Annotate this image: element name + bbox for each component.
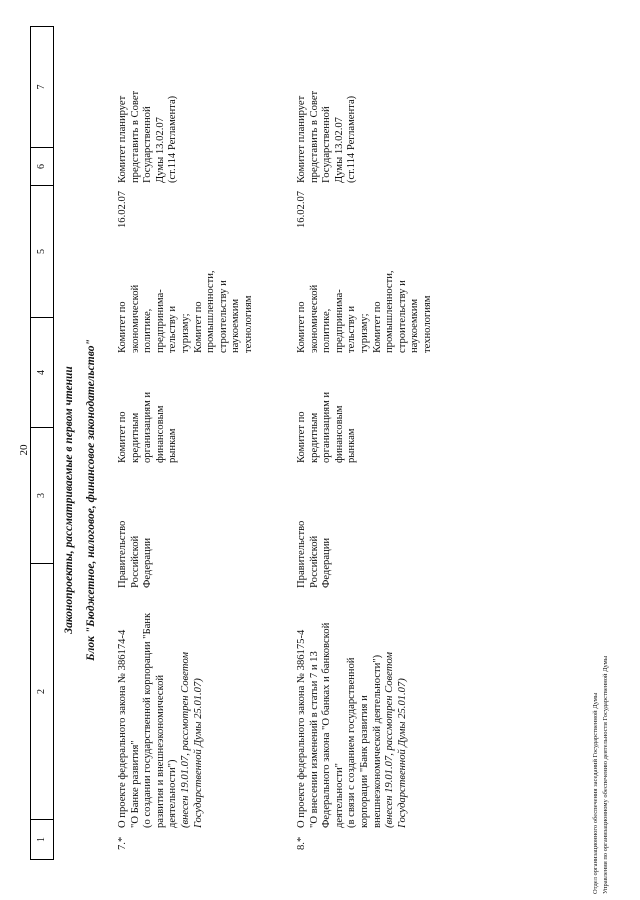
initiator-line: Правительство: [296, 520, 307, 588]
action-line: Комитет планирует: [296, 95, 307, 183]
co-committee-line: экономической: [308, 284, 320, 353]
bill-title-line: О проекте федерального закона № 386175-4: [296, 629, 307, 828]
planned-action: [296, 53, 359, 183]
date: 16.02.07: [117, 190, 128, 228]
co-committee-line: наукоемким: [230, 298, 242, 353]
initiator-line: Российской: [308, 535, 320, 588]
date: 16.02.07: [296, 190, 307, 228]
section-title: Законопроекты, рассматриваемые в первом чтении: [63, 366, 75, 634]
committee-line: финансовым: [333, 405, 345, 463]
header-col-3: 3: [31, 427, 53, 563]
planned-action: [117, 53, 180, 183]
bill-title-line: развития и внешнеэкономической: [154, 674, 166, 828]
header-col-4: 4: [31, 317, 53, 427]
bill-title: [117, 553, 205, 828]
initiator: [296, 488, 334, 588]
co-committee-line: туризму;: [179, 313, 191, 353]
co-committee-line: строительству и: [217, 280, 229, 353]
bill-title: [296, 553, 409, 828]
footer-line-2: Управления по организационному обеспечению деятельности Государственной Думы: [602, 655, 609, 894]
committee-line: Комитет по: [296, 411, 307, 463]
co-committee-line: туризму;: [358, 313, 370, 353]
action-line: Комитет планирует: [117, 95, 128, 183]
co-committees: [296, 248, 435, 353]
action-line: Думы 13.02.07: [154, 117, 166, 183]
committee-line: организациям и: [321, 391, 333, 463]
co-committee-line: технологиям: [421, 295, 433, 353]
bill-title-line: "О внесении изменений в статьи 7 и 13: [308, 651, 320, 828]
co-committee-line: Комитет по: [192, 301, 204, 353]
co-committee-line: промышленности,: [205, 270, 217, 353]
block-title: Блок "Бюджетное, налоговое, финансовое законодательство": [85, 339, 97, 661]
bill-title-line: (о создании государственной корпорации "Банк: [142, 612, 154, 828]
committee-line: кредитным: [308, 412, 320, 463]
co-committee-line: тельству и: [346, 305, 358, 353]
action-line: представить в Совет: [129, 90, 141, 183]
committee-line: финансовым: [154, 405, 166, 463]
column-header-table: [30, 26, 54, 860]
bill-note-line: Государственной Думы 25.01.07): [192, 678, 204, 828]
committee-line: Комитет по: [117, 411, 128, 463]
co-committee-line: Комитет по: [117, 301, 128, 353]
action-line: (ст.114 Регламента): [346, 95, 358, 183]
bill-title-line: О проекте федерального закона № 386174-4: [117, 629, 128, 828]
committee-line: рынкам: [346, 428, 358, 463]
bill-title-line: Федерального закона "О банках и банковской: [321, 622, 333, 828]
bill-title-line: корпорации "Банк развития и: [358, 695, 370, 828]
co-committee-line: предпринима-: [333, 289, 345, 353]
co-committees: [117, 248, 256, 353]
bill-title-line: (в связи с созданием государственной: [346, 657, 358, 828]
bill-title-line: "О Банке развития": [129, 740, 141, 828]
co-committee-line: политике,: [142, 308, 154, 353]
co-committee-line: промышленности,: [384, 270, 396, 353]
co-committee-line: Комитет по: [296, 301, 307, 353]
page-number: 20: [18, 444, 30, 456]
bill-note-line: (внесен 19.01.07, рассмотрен Советом: [384, 652, 396, 828]
co-committee-line: политике,: [321, 308, 333, 353]
action-line: представить в Совет: [308, 90, 320, 183]
responsible-committee: [117, 363, 180, 463]
co-committee-line: экономической: [129, 284, 141, 353]
bill-title-line: внешнеэкономической деятельности"): [371, 654, 383, 828]
co-committee-line: технологиям: [242, 295, 254, 353]
initiator-line: Российской: [129, 535, 141, 588]
row-number: 8.*: [296, 836, 307, 850]
co-committee-line: тельству и: [167, 305, 179, 353]
header-col-2: 2: [31, 563, 53, 819]
action-line: Государственной: [142, 106, 154, 183]
committee-line: кредитным: [129, 412, 141, 463]
row-number: 7.*: [117, 836, 128, 850]
bill-title-line: деятельности"): [167, 759, 179, 828]
header-col-7: 7: [36, 84, 47, 90]
responsible-committee: [296, 363, 359, 463]
initiator-line: Федерации: [321, 537, 333, 588]
co-committee-line: строительству и: [396, 280, 408, 353]
header-col-1: 1: [31, 819, 53, 859]
bill-note-line: Государственной Думы 25.01.07): [396, 678, 408, 828]
initiator: [117, 488, 155, 588]
initiator-line: Правительство: [117, 520, 128, 588]
header-col-6: 6: [31, 147, 53, 185]
bill-note-line: (внесен 19.01.07, рассмотрен Советом: [179, 652, 191, 828]
header-col-5: 5: [31, 185, 53, 317]
initiator-line: Федерации: [142, 537, 154, 588]
action-line: Государственной: [321, 106, 333, 183]
committee-line: организациям и: [142, 391, 154, 463]
committee-line: рынкам: [167, 428, 179, 463]
action-line: Думы 13.02.07: [333, 117, 345, 183]
bill-title-line: деятельности": [333, 763, 345, 828]
co-committee-line: наукоемким: [409, 298, 421, 353]
co-committee-line: предпринима-: [154, 289, 166, 353]
action-line: (ст.114 Регламента): [167, 95, 179, 183]
co-committee-line: Комитет по: [371, 301, 383, 353]
footer-line-1: Отдел организационного обеспечения заседаний Государственной Думы: [592, 692, 599, 894]
